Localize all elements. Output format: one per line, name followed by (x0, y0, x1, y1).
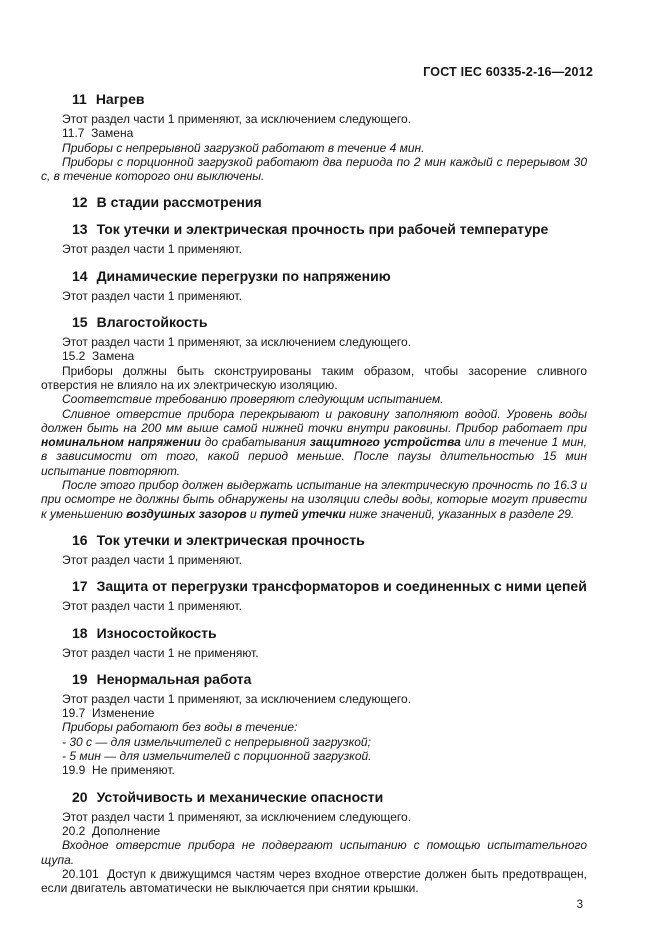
paragraph (41, 720, 587, 734)
text-run: Этот раздел части 1 применяют. (62, 599, 242, 614)
text-run: ниже значений, указанных в разделе 29. (345, 506, 575, 521)
text-run: и (246, 506, 260, 521)
paragraph (41, 824, 587, 838)
section-heading (72, 789, 587, 805)
text-run: Этот раздел части 1 не применяют. (62, 645, 259, 660)
text-run: Этот раздел части 1 применяют, за исключением следующего. (62, 112, 412, 126)
paragraph (41, 706, 587, 720)
text-run: Этот раздел части 1 применяют. (62, 288, 242, 303)
emphasized-term: защитного устройства (309, 435, 461, 450)
text-run: 19.7 Изменение (62, 706, 155, 721)
section-heading (72, 578, 587, 594)
paragraph (41, 364, 587, 393)
text-run: 20.2 Дополнение (62, 823, 161, 838)
section-heading (72, 91, 587, 107)
page-number: 3 (576, 899, 583, 912)
paragraph (41, 749, 587, 763)
section-number: 11 (72, 91, 87, 107)
section-title: Защита от перегрузки трансформаторов и соединенных с ними цепей (96, 578, 587, 595)
text-run: Соответствие требованию проверяют следующим испытанием. (62, 392, 444, 407)
text-run: Этот раздел части 1 применяют. (62, 552, 242, 567)
section-number: 18 (72, 624, 88, 641)
paragraph (41, 126, 587, 140)
text-run: - 5 мин — для измельчителей с порционной загрузкой. (62, 749, 372, 764)
section-heading (72, 194, 587, 210)
section-heading (72, 532, 587, 548)
text-run: После этого прибор должен выдержать испытание на электрическую прочность по 16.3 и при осмотре не должны быть обнаружены на изоляции следы воды, которые могут привести к уменьшению (41, 478, 587, 521)
paragraph (41, 763, 587, 777)
paragraph (41, 867, 587, 896)
section-number: 15 (72, 314, 88, 331)
text-run: 15.2 Замена (62, 349, 135, 364)
paragraph (41, 289, 587, 303)
text-run: Приборы должны быть сконструированы таким образом, чтобы засорение сливного отверстия не влияло на их электрическую изоляцию. (41, 363, 587, 392)
section-number: 13 (72, 221, 88, 238)
section-number: 12 (72, 194, 88, 211)
text-run: до срабатывания (200, 435, 310, 450)
paragraph (41, 335, 587, 349)
paragraph (41, 155, 587, 184)
paragraph (41, 810, 587, 824)
text-run: 11.7 Замена (62, 126, 134, 141)
section-heading (72, 671, 587, 687)
section-title: Ток утечки и электрическая прочность (96, 531, 365, 548)
section-number: 20 (72, 788, 88, 805)
section-heading (72, 221, 587, 237)
text-run: Этот раздел части 1 применяют, за исключением следующего. (62, 809, 412, 824)
paragraph (41, 646, 587, 660)
paragraph (41, 692, 587, 706)
paragraph (41, 141, 587, 155)
text-run: Приборы с непрерывной загрузкой работают в течение 4 мин. (62, 140, 425, 155)
section-number: 16 (72, 531, 88, 548)
section-number: 17 (72, 578, 88, 595)
paragraph (41, 349, 587, 363)
emphasized-term: воздушных зазоров (126, 506, 247, 521)
paragraph (41, 242, 587, 256)
paragraph (41, 478, 587, 521)
text-run: - 30 с — для измельчителей с непрерывной загрузкой; (62, 734, 371, 749)
paragraph (41, 599, 587, 613)
paragraph (41, 838, 587, 867)
text-run: Этот раздел части 1 применяют, за исключением следующего. (62, 691, 412, 706)
text-run: Приборы работают без воды в течение: (62, 720, 298, 735)
section-title: Ненормальная работа (96, 670, 252, 687)
section-title: В стадии рассмотрения (96, 194, 262, 211)
section-title: Износостойкость (96, 624, 217, 641)
text-run: Сливное отверстие прибора перекрывают и раковину заполняют водой. Уровень воды должен быть на 200 мм выше самой нижней точки внутри раковины. Прибор работает при (41, 406, 587, 435)
section-heading (72, 314, 587, 330)
section-title: Нагрев (95, 91, 145, 107)
document-body (41, 91, 587, 895)
paragraph (41, 407, 587, 478)
document-header-standard-number: ГОСТ IEC 60335-2-16—2012 (423, 65, 593, 79)
section-number: 14 (72, 267, 88, 284)
section-title: Ток утечки и электрическая прочность при рабочей температуре (96, 221, 549, 238)
section-number: 19 (72, 670, 88, 687)
paragraph (41, 112, 587, 126)
section-title: Устойчивость и механические опасности (96, 788, 384, 805)
text-run: 19.9 Не применяют. (62, 763, 175, 778)
paragraph (41, 553, 587, 567)
text-run: или в течение 1 мин, в зависимости от того, какой период меньше. После паузы длительностью 15 мин испытание повторяют. (41, 435, 587, 478)
emphasized-term: путей утечки (259, 506, 346, 521)
text-run: Приборы с порционной загрузкой работают два периода по 2 мин каждый с перерывом 30 с, в течение которого они выключены. (41, 154, 587, 184)
text-run: Входное отверстие прибора не подвергают испытанию с помощью испытательного щупа. (41, 838, 587, 867)
text-run: 20.101 Доступ к движущимся частям через входное отверстие должен быть предотвращен, если двигатель автоматически не выключается при снятии крышки. (41, 866, 587, 896)
emphasized-term: номинальном напряжении (41, 435, 201, 450)
text-run: Этот раздел части 1 применяют, за исключением следующего. (62, 335, 412, 350)
section-heading (72, 625, 587, 641)
section-heading (72, 268, 587, 284)
section-title: Динамические перегрузки по напряжению (96, 267, 391, 284)
section-title: Влагостойкость (96, 314, 208, 331)
text-run: Этот раздел части 1 применяют. (62, 242, 242, 257)
paragraph (41, 392, 587, 406)
paragraph (41, 735, 587, 749)
